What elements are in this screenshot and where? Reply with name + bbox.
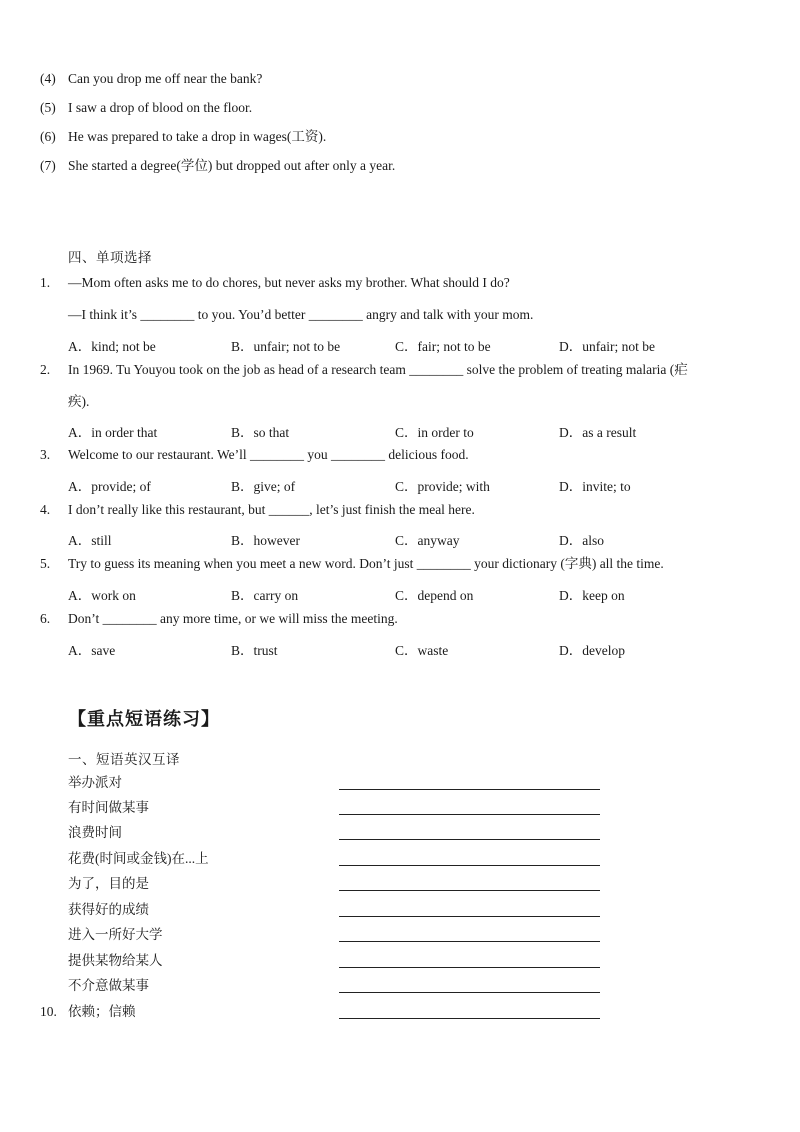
example-sentence: She started a degree(学位) but dropped out after only a year. — [68, 158, 396, 173]
answer-blank[interactable] — [339, 789, 600, 790]
option-c[interactable]: C．anyway — [395, 533, 460, 548]
answer-blank[interactable] — [339, 941, 600, 942]
phrase-item: 获得好的成绩 — [68, 902, 149, 917]
option-d[interactable]: D．also — [559, 533, 604, 548]
section-heading: 四、单项选择 — [68, 250, 152, 265]
question-number: 3. — [40, 447, 51, 462]
question-text: Welcome to our restaurant. We’ll ________ you ________ delicious food. — [68, 447, 469, 462]
answer-blank[interactable] — [339, 916, 600, 917]
example-number: (5) — [40, 100, 56, 115]
question-number: 5. — [40, 556, 51, 571]
question-number: 4. — [40, 502, 51, 517]
phrase-item: 为了，目的是 — [68, 876, 149, 891]
option-a[interactable]: A．still — [68, 533, 112, 548]
option-c[interactable]: C．provide; with — [395, 479, 490, 494]
phrase-number: 10. — [40, 1004, 57, 1019]
question-text: Try to guess its meaning when you meet a new word. Don’t just ________ your dictionary (字典) all the time. — [68, 556, 664, 571]
option-b[interactable]: B．unfair; not to be — [231, 339, 341, 354]
option-a[interactable]: A．provide; of — [68, 479, 151, 494]
example-sentence: Can you drop me off near the bank? — [68, 71, 263, 86]
option-c[interactable]: C．waste — [395, 643, 449, 658]
option-c[interactable]: C．in order to — [395, 425, 474, 440]
question-text: —Mom often asks me to do chores, but never asks my brother. What should I do? — [68, 275, 510, 290]
option-b[interactable]: B．carry on — [231, 588, 299, 603]
option-d[interactable]: D．as a result — [559, 425, 637, 440]
answer-blank[interactable] — [339, 865, 600, 866]
question-number: 1. — [40, 275, 51, 290]
answer-blank[interactable] — [339, 1018, 600, 1019]
section-subtitle: 一、短语英汉互译 — [68, 752, 180, 767]
option-c[interactable]: C．fair; not to be — [395, 339, 491, 354]
option-d[interactable]: D．invite; to — [559, 479, 631, 494]
section-title: 【重点短语练习】 — [68, 709, 220, 730]
question-text: 疾). — [68, 394, 90, 409]
example-sentence: He was prepared to take a drop in wages(工资). — [68, 129, 327, 144]
option-b[interactable]: B．however — [231, 533, 300, 548]
option-d[interactable]: D．unfair; not be — [559, 339, 655, 354]
phrase-item: 依赖；信赖 — [68, 1004, 136, 1019]
answer-blank[interactable] — [339, 814, 600, 815]
question-number: 6. — [40, 611, 51, 626]
answer-blank[interactable] — [339, 992, 600, 993]
option-d[interactable]: D．keep on — [559, 588, 625, 603]
question-number: 2. — [40, 362, 51, 377]
phrase-item: 浪费时间 — [68, 825, 122, 840]
option-b[interactable]: B．give; of — [231, 479, 296, 494]
option-a[interactable]: A．work on — [68, 588, 136, 603]
phrase-item: 不介意做某事 — [68, 978, 149, 993]
answer-blank[interactable] — [339, 839, 600, 840]
answer-blank[interactable] — [339, 890, 600, 891]
question-text: —I think it’s ________ to you. You’d better ________ angry and talk with your mom. — [68, 307, 534, 322]
phrase-item: 花费(时间或金钱)在...上 — [68, 851, 209, 866]
example-number: (6) — [40, 129, 56, 144]
option-a[interactable]: A．save — [68, 643, 116, 658]
phrase-item: 提供某物给某人 — [68, 953, 163, 968]
option-b[interactable]: B．so that — [231, 425, 290, 440]
question-text: I don’t really like this restaurant, but ______, let’s just finish the meal here. — [68, 502, 475, 517]
example-sentence: I saw a drop of blood on the floor. — [68, 100, 253, 115]
option-a[interactable]: A．kind; not be — [68, 339, 156, 354]
question-text: Don’t ________ any more time, or we will miss the meeting. — [68, 611, 398, 626]
example-number: (7) — [40, 158, 56, 173]
phrase-item: 有时间做某事 — [68, 800, 149, 815]
example-number: (4) — [40, 71, 56, 86]
option-c[interactable]: C．depend on — [395, 588, 474, 603]
answer-blank[interactable] — [339, 967, 600, 968]
phrase-item: 进入一所好大学 — [68, 927, 163, 942]
option-a[interactable]: A．in order that — [68, 425, 158, 440]
option-b[interactable]: B．trust — [231, 643, 278, 658]
question-text: In 1969. Tu Youyou took on the job as head of a research team ________ solve the problem of treating malaria (疟 — [68, 362, 688, 377]
option-d[interactable]: D．develop — [559, 643, 625, 658]
phrase-item: 举办派对 — [68, 775, 122, 790]
